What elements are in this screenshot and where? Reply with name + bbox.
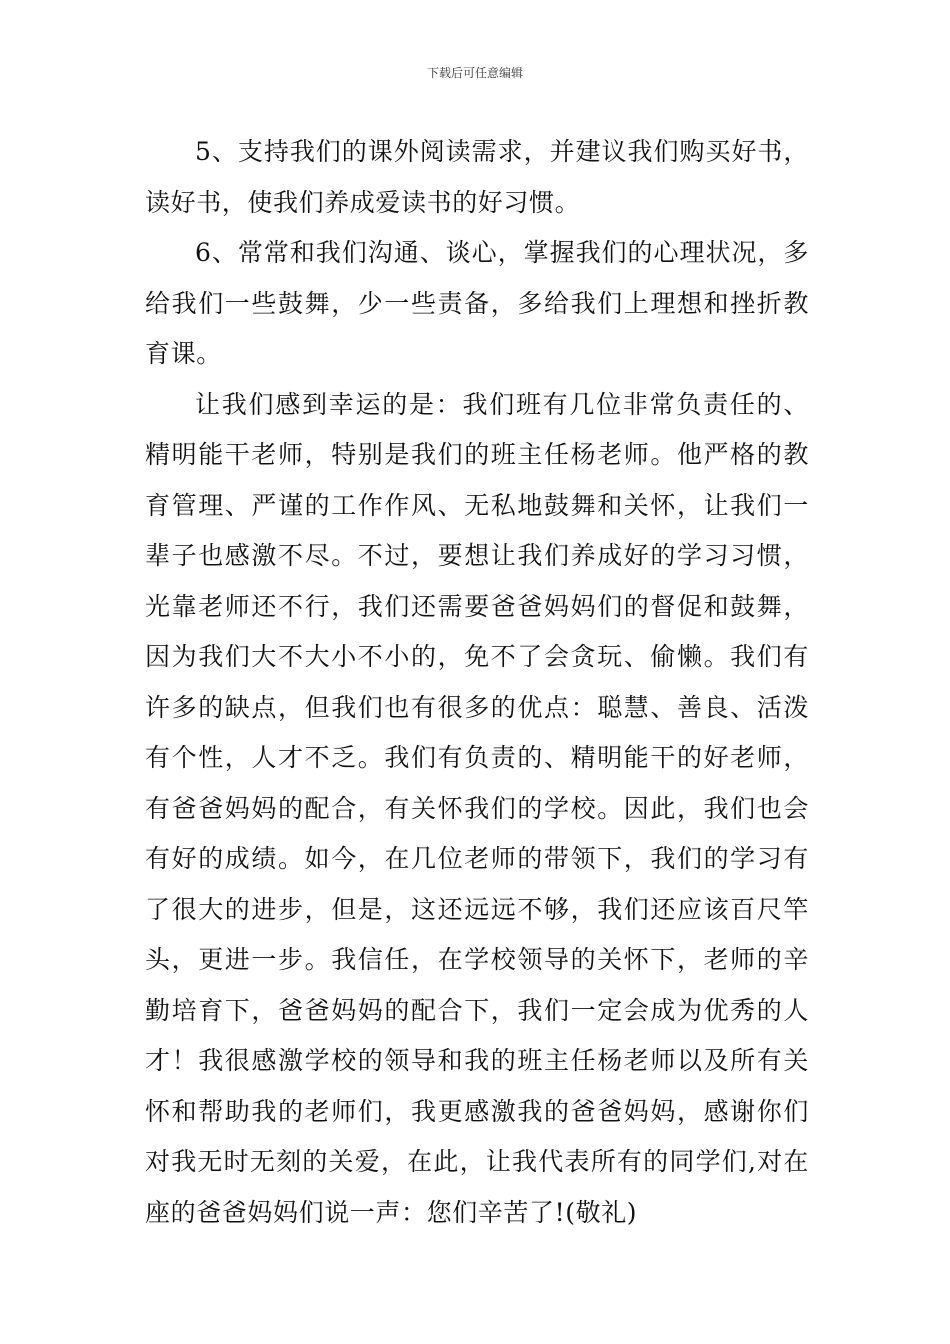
paragraph-closing: 让我们感到幸运的是：我们班有几位非常负责任的、精明能干老师，特别是我们的班主任杨老师。他严格的教育管理、严谨的工作作风、无私地鼓舞和关怀，让我们一辈子也感激不尽。不过，要想让我们养成好的学习习惯，光靠老师还不行，我们还需要爸爸妈妈们的督促和鼓舞，因为我们大不大小不小的，免不了会贪玩、偷懒。我们有许多的缺点，但我们也有很多的优点：聪慧、善良、活泼有个性，人才不乏。我们有负责的、精明能干的好老师，有爸爸妈妈的配合，有关怀我们的学校。因此，我们也会有好的成绩。如今，在几位老师的带领下，我们的学习有了很大的进步，但是，这还远远不够，我们还应该百尺竿头，更进一步。我信任，在学校领导的关怀下，老师的辛勤培育下，爸爸妈妈的配合下，我们一定会成为优秀的人才！我很感激学校的领导和我的班主任杨老师以及所有关怀和帮助我的老师们，我更感激我的爸爸妈妈，感谢你们对我无时无刻的关爱，在此，让我代表所有的同学们,对在座的爸爸妈妈们说一声：您们辛苦了!(敬礼) [145, 389, 809, 1227]
document-body [145, 127, 809, 1238]
paragraph-item-6: 6、常常和我们沟通、谈心，掌握我们的心理状况，多给我们一些鼓舞，少一些责备，多给我们上理想和挫折教育课。 [145, 238, 809, 368]
page-header: 下载后可任意编辑 [426, 66, 523, 80]
paragraph-item-5: 5、支持我们的课外阅读需求，并建议我们购买好书，读好书，使我们养成爱读书的好习惯。 [145, 137, 809, 217]
